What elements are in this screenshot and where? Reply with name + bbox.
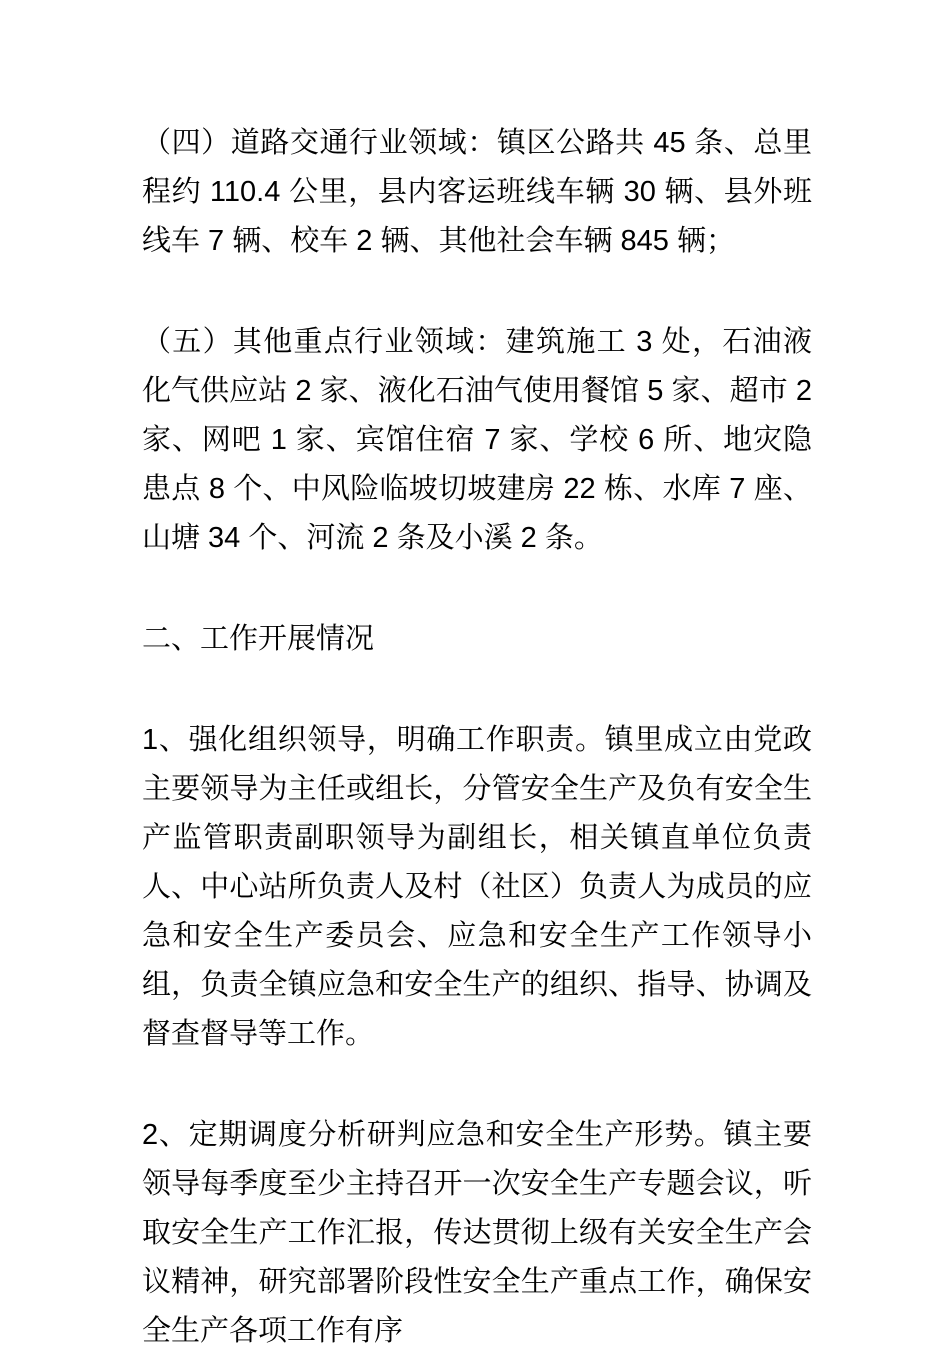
paragraph-2-regular-situation-analysis: 2、定期调度分析研判应急和安全生产形势。镇主要领导每季度至少主持召开一次安全生产专题会议，听取安全生产工作汇报，传达贯彻上级有关安全生产会议精神，研究部署阶段性安全生产重点工作，确保安全生产各项工作有序 (142, 1119, 812, 1347)
paragraph-road-traffic-sector: （四）道路交通行业领域：镇区公路共 45 条、总里程约 110.4 公里，县内客运班线车辆 30 辆、县外班线车 7 辆、校车 2 辆、其他社会车辆 845 辆； (142, 127, 812, 257)
paragraph-1-strengthen-organization-leadership: 1、强化组织领导，明确工作职责。镇里成立由党政主要领导为主任或组长，分管安全生产及负有安全生产监管职责副职领导为副组长，相关镇直单位负责人、中心站所负责人及村（社区）负责人为成员的应急和安全生产委员会、应急和安全生产工作领导小组，负责全镇应急和安全生产的组织、指导、协调及督查督导等工作。 (142, 724, 812, 1050)
section-heading-work-progress: 二、工作开展情况 (142, 623, 375, 655)
paragraph-other-key-industries: （五）其他重点行业领域：建筑施工 3 处，石油液化气供应站 2 家、液化石油气使用餐馆 5 家、超市 2 家、网吧 1 家、宾馆住宿 7 家、学校 6 所、地灾隐患点 8 个、中风险临坡切坡建房 22 栋、水库 7 座、山塘 34 个、河流 2 条及小溪 2 条。 (142, 326, 812, 554)
